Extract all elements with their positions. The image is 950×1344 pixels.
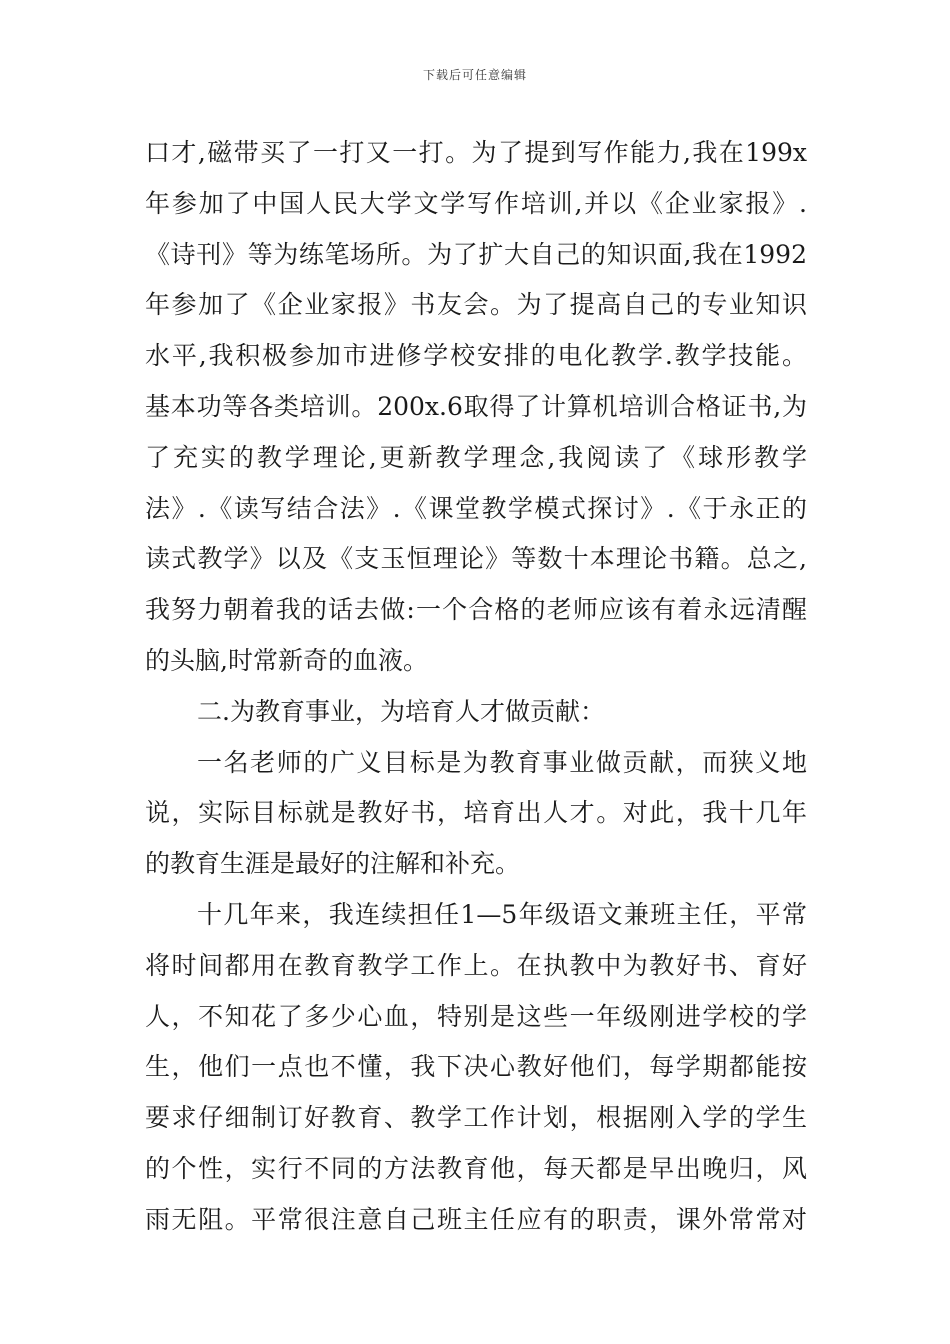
document-body (145, 128, 807, 1246)
text-line: 《诗刊》等为练笔场所。为了扩大自己的知识面,我在1992 (145, 239, 807, 269)
text-line: 要求仔细制订好教育、教学工作计划，根据刚入学的学生 (145, 1103, 807, 1133)
text-line: 读式教学》以及《支玉恒理论》等数十本理论书籍。总之, (145, 544, 807, 574)
text-line: 二.为教育事业，为培育人才做贡献： (197, 696, 605, 726)
text-line: 十几年来，我连续担任1—5年级语文兼班主任，平常 (197, 899, 807, 929)
text-line: 的个性，实行不同的方法教育他，每天都是早出晚归，风 (145, 1153, 807, 1183)
text-line: 基本功等各类培训。200x.6取得了计算机培训合格证书,为 (145, 391, 807, 421)
text-line: 一名老师的广义目标是为教育事业做贡献，而狭义地 (197, 747, 807, 777)
text-line: 年参加了《企业家报》书友会。为了提高自己的专业知识 (145, 290, 807, 320)
text-line: 说，实际目标就是教好书，培育出人才。对此，我十几年 (145, 798, 807, 828)
text-line: 我努力朝着我的话去做:一个合格的老师应该有着永远清醒 (145, 595, 807, 625)
text-line: 生，他们一点也不懂，我下决心教好他们，每学期都能按 (145, 1052, 807, 1082)
text-line: 了充实的教学理论,更新教学理念,我阅读了《球形教学 (145, 442, 807, 472)
page-header: 下载后可任意编辑 (422, 68, 527, 82)
text-line: 水平,我积极参加市进修学校安排的电化教学.教学技能。 (145, 341, 807, 371)
text-line: 将时间都用在教育教学工作上。在执教中为教好书、育好 (145, 950, 807, 980)
text-line: 人，不知花了多少心血，特别是这些一年级刚进学校的学 (145, 1001, 807, 1031)
text-line: 的教育生涯是最好的注解和补充。 (145, 849, 521, 879)
text-line: 年参加了中国人民大学文学写作培训,并以《企业家报》. (145, 188, 807, 218)
text-line: 口才,磁带买了一打又一打。为了提到写作能力,我在199x (145, 138, 807, 167)
text-line: 的头脑,时常新奇的血液。 (145, 645, 428, 675)
text-line: 雨无阻。平常很注意自己班主任应有的职责，课外常常对 (145, 1204, 807, 1234)
text-line: 法》.《读写结合法》.《课堂教学模式探讨》.《于永正的 (145, 493, 807, 523)
